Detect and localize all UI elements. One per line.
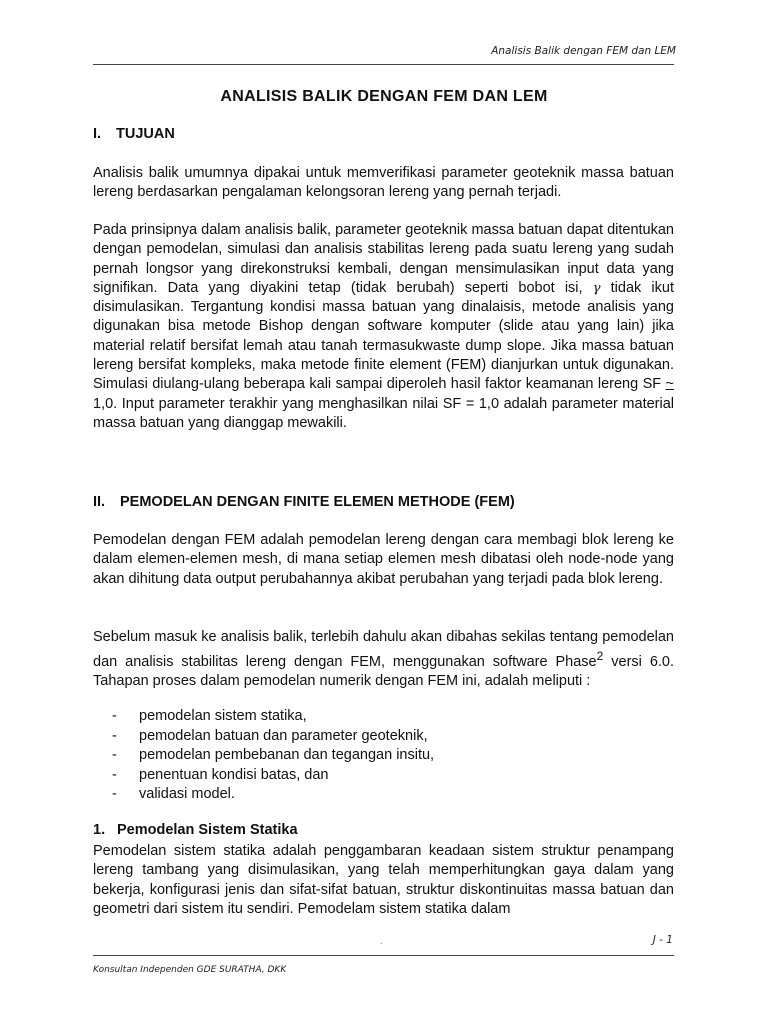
text-run: versi 6.0. Tahapan proses dalam pemodelan numerik dengan FEM ini, adalah meliputi :	[93, 654, 675, 690]
paragraph-fem-2	[93, 628, 674, 692]
footer-center-mark: .	[380, 937, 383, 946]
paragraph-fem-1: Pemodelan dengan FEM adalah pemodelan lereng dengan cara membagi blok lereng ke dalam elemen-elemen mesh, di mana setiap elemen mesh dibatasi oleh node-node yang akan dihitung data output perubahannya akibat perubahan yang terjadi pada blok lereng.	[93, 532, 674, 587]
list-item-text: validasi model.	[139, 786, 235, 802]
section-title: TUJUAN	[116, 126, 175, 142]
bullet-marker: -	[112, 708, 117, 724]
bullet-marker: -	[112, 747, 117, 763]
gamma-symbol: γ	[592, 280, 601, 296]
paragraph-tujuan-1: Analisis balik umumnya dipakai untuk memverifikasi parameter geoteknik massa batuan lereng berdasarkan pengalaman kelongsoran lereng yang pernah terjadi.	[93, 165, 674, 201]
footer-text: Konsultan Independen GDE SURATHA, DKK	[93, 965, 287, 975]
footer-rule	[93, 955, 674, 956]
subsection-title: Pemodelan Sistem Statika	[117, 822, 298, 838]
section-number: II.	[93, 494, 106, 510]
list-item	[112, 785, 434, 805]
document-title: ANALISIS BALIK DENGAN FEM DAN LEM	[220, 88, 548, 105]
list-item	[112, 707, 434, 727]
list-item-text: pemodelan pembebanan dan tegangan insitu,	[139, 747, 435, 763]
section-heading-tujuan	[93, 126, 175, 142]
superscript: 2	[596, 649, 604, 664]
modeling-steps-list	[112, 707, 434, 805]
list-item-text: penentuan kondisi batas, dan	[139, 766, 329, 783]
list-item-text: pemodelan batuan dan parameter geoteknik,	[139, 727, 428, 744]
section-heading-fem	[93, 494, 515, 510]
section-title: PEMODELAN DENGAN FINITE ELEMEN METHODE (FEM)	[120, 494, 515, 510]
paragraph-tujuan-2	[93, 221, 674, 433]
list-item	[112, 766, 434, 786]
subsection-number: 1.	[93, 822, 106, 838]
section-number: I.	[93, 126, 102, 142]
text-run: Pada prinsipnya dalam analisis balik, parameter geoteknik massa batuan dapat ditentukan dengan pemodelan, simulasi dan analisis stabilitas lereng pada suatu lereng yang sudah pernah longsor yang direkonstruksi kembali, dengan mensimulasikan input data yang signifikan. Data yang diyakini tetap (tidak berubah) seperti bobot isi,	[93, 222, 674, 296]
text-run: Sebelum masuk ke analisis balik, terlebih dahulu akan dibahas sekilas tentang pemodelan dan analisis stabilitas lereng dengan FEM, menggunakan software Phase	[93, 629, 674, 671]
paragraph-statika: Pemodelan sistem statika adalah penggambaran keadaan sistem struktur penampang lereng tambang yang disimulasikan, yang telah memperhitungkan gaya dalam yang bekerja, konfigurasi jenis dan sifat-sifat batuan, struktur diskontinuitas massa batuan dan geometri dari sistem itu sendiri. Pemodelam sistem statika dalam	[93, 843, 674, 917]
header-rule	[93, 64, 674, 65]
bullet-marker: -	[112, 766, 117, 783]
subsection-heading-statika	[93, 822, 298, 838]
running-header: Analisis Balik dengan FEM dan LEM	[491, 45, 676, 57]
text-run: 1,0. Input parameter terakhir yang menghasilkan nilai SF = 1,0 adalah parameter material massa batuan yang dianggap mewakili.	[93, 395, 674, 431]
text-run: tidak ikut disimulasikan. Tergantung kondisi massa batuan yang dinalaisis, metode analisis yang digunakan bisa metode Bishop dengan software komputer (slide atau yang lain) jika material relatif bersifat lemah atau tanah termasukwaste dump slope. Jika massa batuan lereng bersifat kompleks, maka metode finite element (FEM) dianjurkan untuk digunakan. Simulasi diulang-ulang beberapa kali sampai diperoleh hasil faktor keamanan lereng SF	[93, 279, 674, 393]
bullet-marker: -	[112, 786, 117, 802]
page-number: J - 1	[652, 934, 673, 946]
list-item-text: pemodelan sistem statika,	[139, 708, 307, 724]
approx-symbol: ~	[665, 376, 674, 393]
list-item	[112, 746, 434, 766]
bullet-marker: -	[112, 727, 117, 744]
list-item	[112, 727, 434, 747]
